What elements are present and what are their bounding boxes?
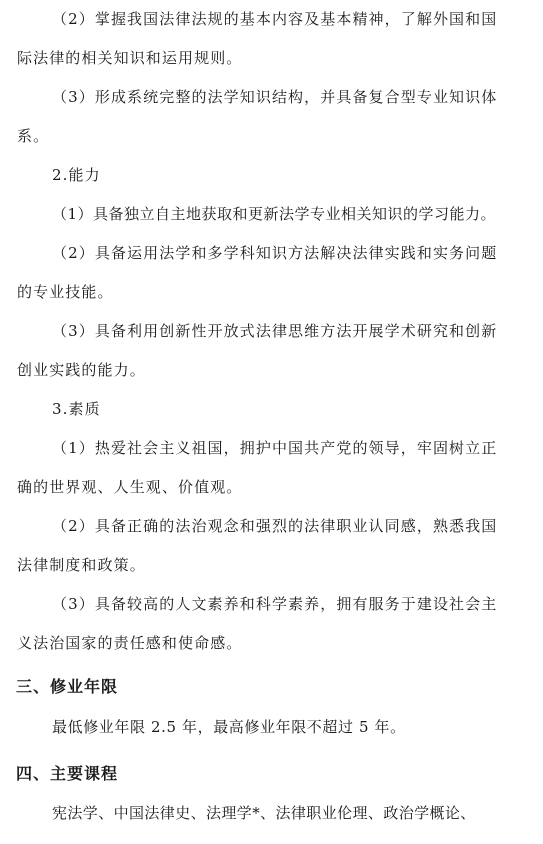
knowledge-item-2-line2: 际法律的相关知识和运用规则。 [17,49,243,67]
section-heading-study-duration: 三、修业年限 [16,677,119,696]
knowledge-item-3-line2: 系。 [17,127,50,145]
quality-item-3-line2: 义法治国家的责任感和使命感。 [17,634,243,652]
ability-item-3-line1: （3）具备利用创新性开放式法律思维方法开展学术研究和创新 [52,322,498,340]
section-heading-main-courses: 四、主要课程 [16,764,119,783]
ability-item-2-line2: 的专业技能。 [17,283,114,301]
knowledge-item-2-line1: （2）掌握我国法律法规的基本内容及基本精神，了解外国和国 [52,10,498,28]
ability-title: 2.能力 [52,166,101,184]
ability-item-3-line2: 创业实践的能力。 [17,361,146,379]
quality-item-3-line1: （3）具备较高的人文素养和科学素养，拥有服务于建设社会主 [52,595,498,613]
study-duration-text: 最低修业年限 2.5 年，最高修业年限不超过 5 年。 [52,718,406,736]
quality-item-1-line2: 确的世界观、人生观、价值观。 [17,478,243,496]
ability-item-2-line1: （2）具备运用法学和多学科知识方法解决法律实践和实务问题 [52,244,498,262]
quality-item-2-line2: 法律制度和政策。 [17,556,146,574]
quality-item-2-line1: （2）具备正确的法治观念和强烈的法律职业认同感，熟悉我国 [52,517,498,535]
quality-item-1-line1: （1）热爱社会主义祖国，拥护中国共产党的领导，牢固树立正 [52,439,498,457]
ability-item-1: （1）具备独立自主地获取和更新法学专业相关知识的学习能力。 [52,205,497,223]
knowledge-item-3-line1: （3）形成系统完整的法学知识结构，并具备复合型专业知识体 [52,88,498,106]
main-courses-text: 宪法学、中国法律史、法理学*、法律职业伦理、政治学概论、 [52,804,476,822]
quality-title: 3.素质 [52,400,101,418]
